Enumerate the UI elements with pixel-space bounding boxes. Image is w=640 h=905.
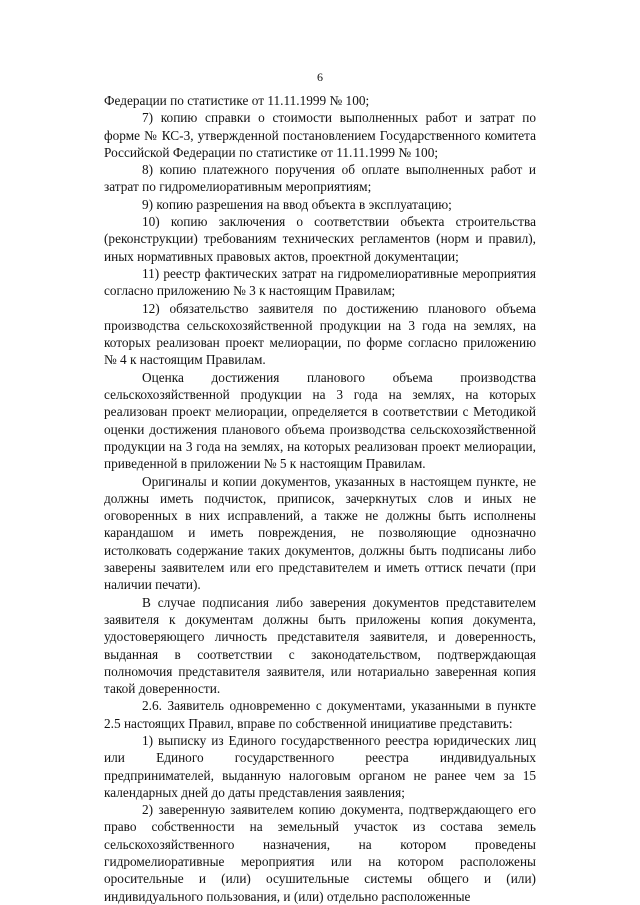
document-body: [104, 92, 536, 905]
paragraph-2-6: 2.6. Заявитель одновременно с документами, указанными в пункте 2.5 настоящих Правил, вправе по собственной инициативе представить:: [104, 698, 536, 731]
paragraph-assessment: Оценка достижения планового объема производства сельскохозяйственной продукции на 3 года на землях, на которых реализован проект мелиорации, определяется в соответствии с Методикой оценки достижения планового объема производства сельскохозяйственной продукции на 3 года на землях, на которых реализован проект мелиорации, приведенной в приложении № 5 к настоящим Правилам.: [104, 369, 536, 472]
paragraph-item-11: 11) реестр фактических затрат на гидромелиоративные мероприятия согласно приложению № 3 к настоящим Правилам;: [104, 265, 536, 299]
paragraph-item-12: 12) обязательство заявителя по достижению планового объема производства сельскохозяйственной продукции на 3 года на землях, на которых реализован проект мелиорации, по форме согласно приложению № 4 к настоящим Правилам.: [104, 300, 536, 368]
paragraph-representative: В случае подписания либо заверения документов представителем заявителя к документам должны быть приложены копия документа, удостоверяющего личность представителя заявителя, и доверенность, выданная в соответствии с законодательством, подтверждающая полномочия представителя заявителя, или нотариально заверенная копия такой доверенности.: [104, 594, 536, 697]
paragraph-item-7: 7) копию справки о стоимости выполненных работ и затрат по форме № КС-3, утвержденной постановлением Государственного комитета Российской Федерации по статистике от 11.11.1999 № 100;: [104, 110, 536, 160]
paragraph-sub-1: 1) выписку из Единого государственного реестра юридических лиц или Единого государственного реестра индивидуальных предпринимателей, выданную налоговым органом не ранее чем за 15 календарных дней до даты представления заявления;: [104, 732, 536, 800]
paragraph-sub-2: 2) заверенную заявителем копию документа, подтверждающего его право собственности на земельный участок из состава земель сельскохозяйственного назначения, на котором проведены гидромелиоративные мероприятия или на котором расположены оросительные и (или) осушительные системы общего и (или) индивидуального пользования, и (или) отдельно расположенные: [104, 802, 536, 904]
page-number: 6: [317, 70, 323, 84]
paragraph-originals: Оригиналы и копии документов, указанных в настоящем пункте, не должны иметь подчисток, приписок, зачеркнутых слов и иных не оговоренных в них исправлений, а также не должны быть исполнены карандашом и иметь повреждения, не позволяющие однозначно истолковать содержание таких документов, должны быть подписаны либо заверены заявителем или его представителем и иметь оттиск печати (при наличии печати).: [104, 473, 536, 593]
paragraph-item-8: 8) копию платежного поручения об оплате выполненных работ и затрат по гидромелиоративным мероприятиям;: [104, 162, 536, 195]
paragraph-item-9: 9) копию разрешения на ввод объекта в эксплуатацию;: [142, 196, 452, 212]
paragraph-continuation: Федерации по статистике от 11.11.1999 № 100;: [104, 93, 370, 108]
paragraph-item-10: 10) копию заключения о соответствии объекта строительства (реконструкции) требованиям технических регламентов (норм и правил), иных нормативных правовых актов, проектной документации;: [104, 214, 536, 264]
